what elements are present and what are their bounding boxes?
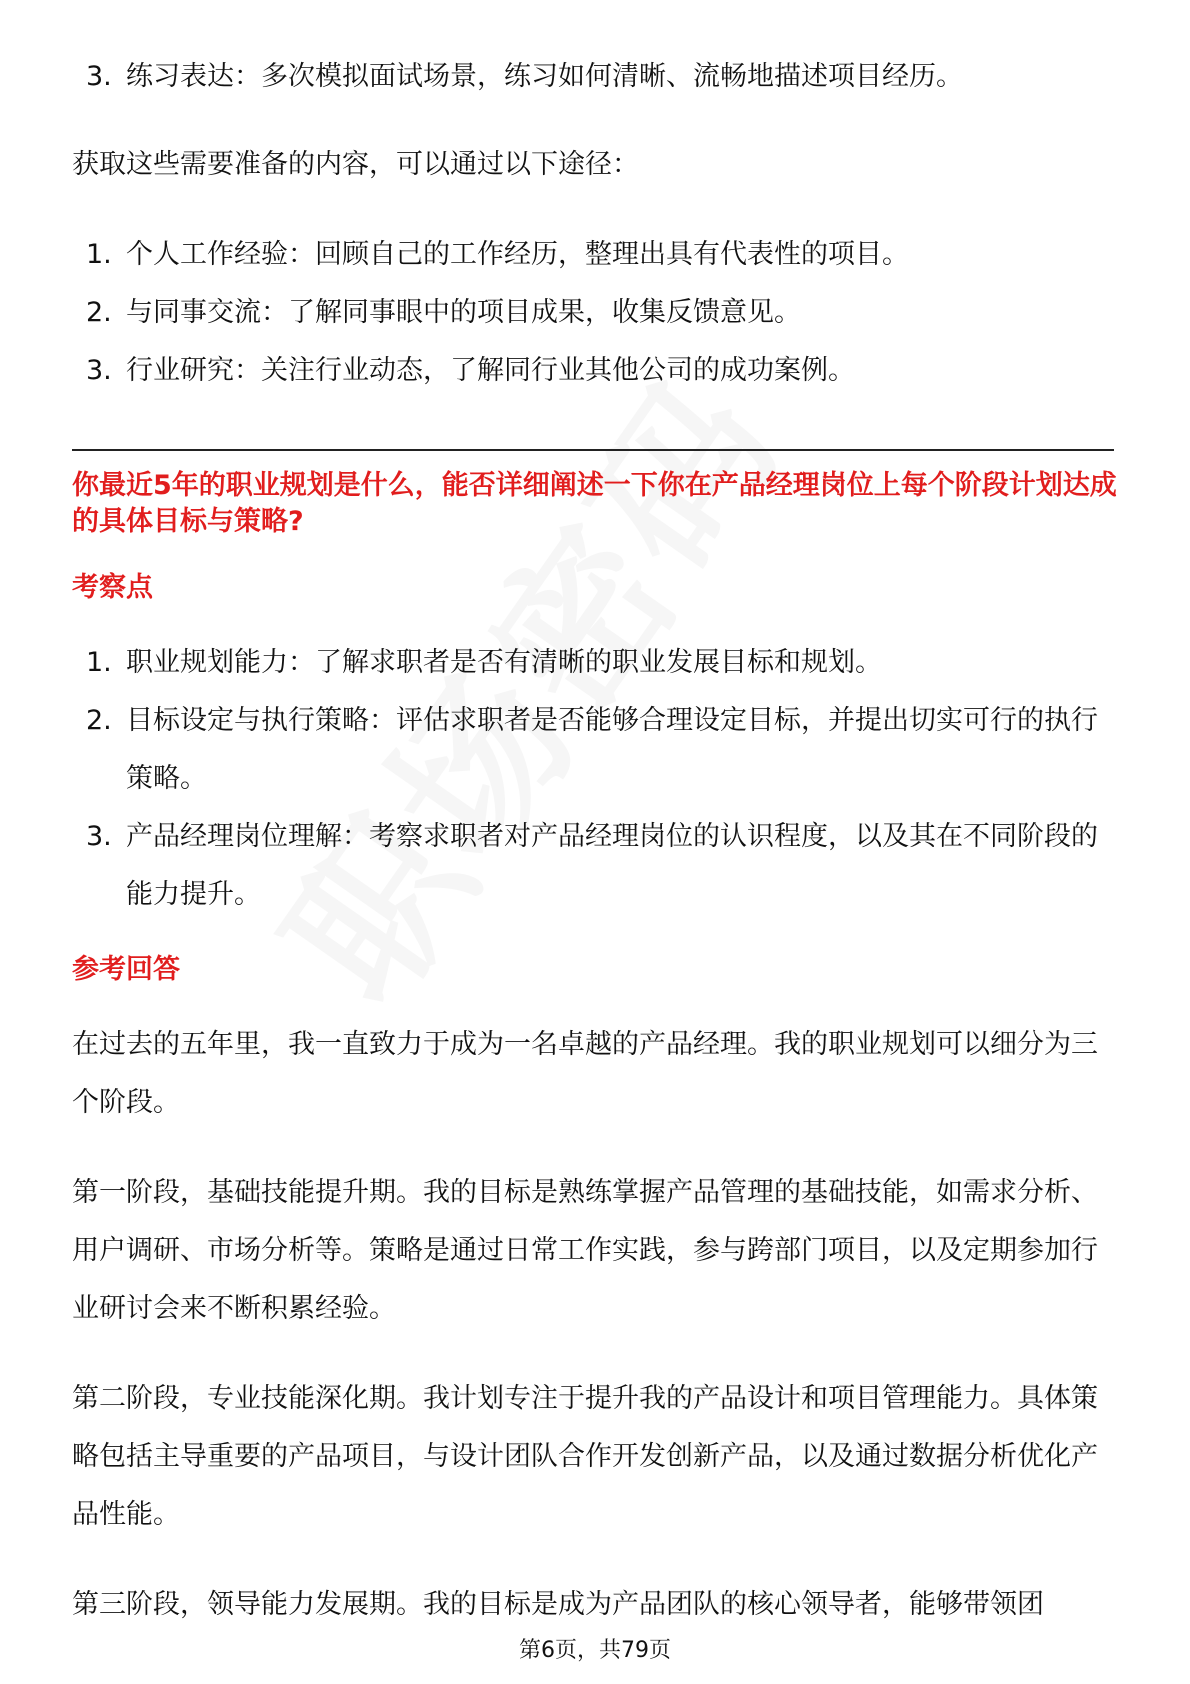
- list-text: 练习表达：多次模拟面试场景，练习如何清晰、流畅地描述项目经历。: [126, 61, 963, 92]
- list-number: 1.: [86, 647, 112, 678]
- list-number: 2.: [86, 297, 112, 328]
- answer-paragraph: 在过去的五年里，我一直致力于成为一名卓越的产品经理。我的职业规划可以细分为三个阶段。: [72, 1029, 1098, 1118]
- answer-paragraph: 第一阶段，基础技能提升期。我的目标是熟练掌握产品管理的基础技能，如需求分析、用户调研、市场分析等。策略是通过日常工作实践，参与跨部门项目，以及定期参加行业研讨会来不断积累经验。: [72, 1177, 1098, 1324]
- list-text: 行业研究：关注行业动态，了解同行业其他公司的成功案例。: [126, 355, 855, 386]
- list-item: [72, 342, 1112, 400]
- list-item: [72, 48, 1112, 106]
- answer-paragraph: 第二阶段，专业技能深化期。我计划专注于提升我的产品设计和项目管理能力。具体策略包括主导重要的产品项目，与设计团队合作开发创新产品，以及通过数据分析优化产品性能。: [72, 1383, 1098, 1530]
- source-intro: 获取这些需要准备的内容，可以通过以下途径：: [72, 149, 639, 180]
- list-item: [72, 634, 1112, 692]
- list-text: 与同事交流：了解同事眼中的项目成果，收集反馈意见。: [126, 297, 801, 328]
- list-number: 3.: [86, 821, 112, 852]
- list-item: [72, 692, 1112, 808]
- list-text: 职业规划能力：了解求职者是否有清晰的职业发展目标和规划。: [126, 647, 882, 678]
- answer-heading: 参考回答: [72, 954, 180, 985]
- examine-heading: 考察点: [72, 572, 153, 603]
- list-number: 2.: [86, 705, 112, 736]
- question-title: 你最近5年的职业规划是什么，能否详细阐述一下你在产品经理岗位上每个阶段计划达成的具体目标与策略?: [72, 470, 1117, 537]
- list-item: [72, 226, 1112, 284]
- page-footer: 第6页，共79页: [519, 1638, 671, 1663]
- list-text: 个人工作经验：回顾自己的工作经历，整理出具有代表性的项目。: [126, 239, 909, 270]
- list-text: 产品经理岗位理解：考察求职者对产品经理岗位的认识程度，以及其在不同阶段的能力提升。: [126, 821, 1098, 910]
- list-item: [72, 808, 1112, 924]
- section-divider: [72, 449, 1114, 451]
- list-number: 3.: [86, 61, 112, 92]
- answer-paragraph: 第三阶段，领导能力发展期。我的目标是成为产品团队的核心领导者，能够带领团: [72, 1589, 1044, 1620]
- list-text: 目标设定与执行策略：评估求职者是否能够合理设定目标，并提出切实可行的执行策略。: [126, 705, 1098, 794]
- list-number: 3.: [86, 355, 112, 386]
- list-number: 1.: [86, 239, 112, 270]
- list-item: [72, 284, 1112, 342]
